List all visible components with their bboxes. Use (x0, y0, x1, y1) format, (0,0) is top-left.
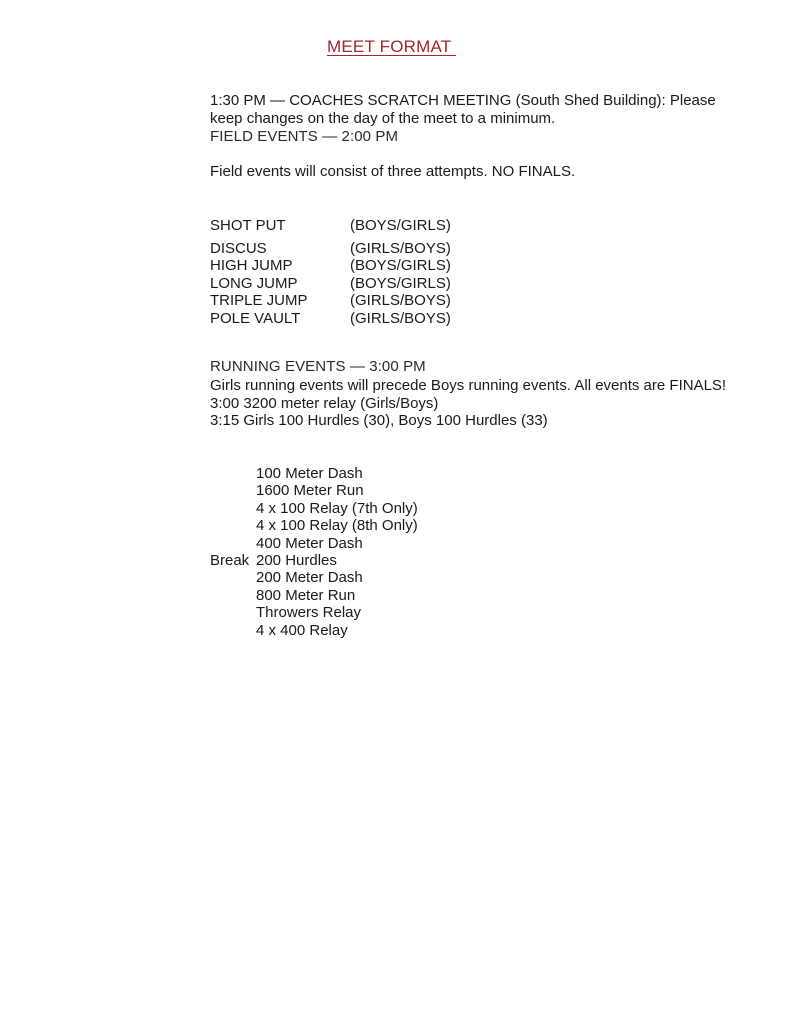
schedule-label (210, 517, 256, 534)
schedule-label (210, 500, 256, 517)
schedule-label (210, 587, 256, 604)
field-event-order: (GIRLS/BOYS) (350, 239, 451, 257)
schedule-event: 1600 Meter Run (256, 482, 364, 500)
page-title: MEET FORMAT (327, 37, 456, 56)
field-event-name: LONG JUMP (210, 274, 298, 292)
field-events-note: Field events will consist of three attempts. NO FINALS. (210, 163, 576, 180)
field-event-order: (GIRLS/BOYS) (350, 292, 451, 309)
field-event-row (210, 240, 451, 258)
field-event-name: TRIPLE JUMP (210, 292, 308, 309)
running-events-line-3: 3:15 Girls 100 Hurdles (30), Boys 100 Hurdles (33) (210, 412, 548, 429)
scratch-meeting-line-1: 1:30 PM — COACHES SCRATCH MEETING (South Shed Building): Please (210, 92, 716, 109)
schedule-label (210, 622, 256, 639)
field-event-name: POLE VAULT (210, 309, 301, 327)
schedule-row-break (210, 552, 418, 569)
field-event-order: (BOYS/GIRLS) (350, 257, 451, 274)
schedule-row (210, 604, 418, 621)
field-event-name: HIGH JUMP (210, 257, 293, 274)
field-event-row (210, 257, 451, 275)
field-events-heading: FIELD EVENTS — 2:00 PM (210, 128, 399, 145)
schedule-label (210, 482, 256, 499)
schedule-row (210, 622, 418, 639)
schedule-row (210, 482, 418, 499)
field-event-order: (BOYS/GIRLS) (350, 274, 451, 292)
schedule-event: 200 Hurdles (256, 552, 337, 570)
scratch-meeting-info (210, 92, 716, 127)
schedule-event: 4 x 400 Relay (256, 621, 348, 639)
schedule-event: 800 Meter Run (256, 586, 356, 604)
field-event-row (210, 310, 451, 328)
schedule-row (210, 465, 418, 482)
field-event-row (210, 275, 451, 293)
running-events-line-2: 3:00 3200 meter relay (Girls/Boys) (210, 394, 439, 412)
schedule-event: Throwers Relay (256, 604, 362, 622)
schedule-row (210, 569, 418, 586)
schedule-label (210, 535, 256, 552)
field-events-list (210, 217, 451, 327)
running-events-info (210, 377, 726, 430)
schedule-label (210, 569, 256, 586)
schedule-row (210, 587, 418, 604)
scratch-meeting-line-2: keep changes on the day of the meet to a minimum. (210, 109, 556, 127)
schedule-event: 100 Meter Dash (256, 465, 363, 482)
schedule-event: 4 x 100 Relay (7th Only) (256, 499, 418, 517)
field-event-row (210, 217, 451, 235)
schedule-label (210, 604, 256, 621)
field-event-row (210, 292, 451, 310)
schedule-row (210, 535, 418, 552)
schedule-row (210, 517, 418, 534)
field-event-order: (BOYS/GIRLS) (350, 217, 451, 234)
running-events-line-1: Girls running events will precede Boys running events. All events are FINALS! (210, 377, 727, 394)
schedule-event: 400 Meter Dash (256, 534, 363, 552)
field-event-name: DISCUS (210, 239, 267, 257)
schedule-event: 4 x 100 Relay (8th Only) (256, 517, 418, 535)
schedule-label-break: Break (210, 552, 250, 570)
running-events-heading: RUNNING EVENTS — 3:00 PM (210, 358, 426, 375)
schedule-event: 200 Meter Dash (256, 569, 363, 587)
field-event-name: SHOT PUT (210, 217, 286, 234)
running-schedule-list (210, 465, 418, 639)
schedule-row (210, 500, 418, 517)
field-event-order: (GIRLS/BOYS) (350, 309, 451, 327)
schedule-label (210, 465, 256, 482)
